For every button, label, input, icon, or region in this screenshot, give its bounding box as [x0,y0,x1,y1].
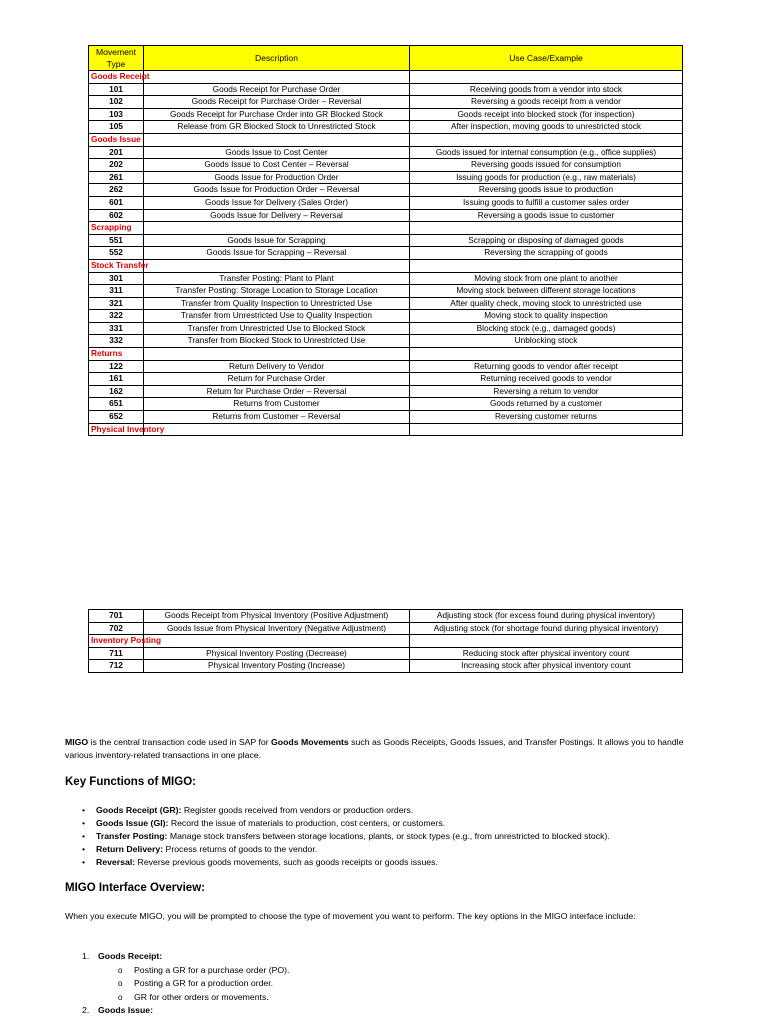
table-row [89,184,683,197]
movement-use-case: Reversing goods issue to production [410,184,683,197]
intro-migo: MIGO [65,737,89,747]
movement-description: Returns from Customer [144,398,410,411]
section-title: Scrapping [89,222,144,235]
movement-code: 601 [89,196,144,209]
movement-code: 105 [89,121,144,134]
movement-code: 202 [89,159,144,172]
overview-paragraph: When you execute MIGO, you will be prompted to choose the type of movement you want to perform. The key options in the MIGO interface include: [65,911,636,921]
movement-use-case: Reversing customer returns [410,411,683,424]
key-function-item [82,843,742,856]
table-row [89,322,683,335]
movement-description: Return for Purchase Order [144,373,410,386]
key-function-text: Record the issue of materials to production, cost centers, or customers. [168,818,446,828]
movement-description: Return Delivery to Vendor [144,360,410,373]
table-row [89,360,683,373]
table-row [89,411,683,424]
table-row [89,234,683,247]
movement-description: Transfer from Quality Inspection to Unrestricted Use [144,297,410,310]
overview-item [82,1004,289,1018]
movement-description: Transfer from Unrestricted Use to Blocked Stock [144,322,410,335]
table-row [89,647,683,660]
movement-code: 702 [89,622,144,635]
movement-description: Goods Issue for Delivery (Sales Order) [144,196,410,209]
key-function-term: Transfer Posting: [96,831,168,841]
movement-use-case: Adjusting stock (for excess found during physical inventory) [410,610,683,623]
section-row [89,635,683,648]
movement-code: 652 [89,411,144,424]
movement-use-case: Goods receipt into blocked stock (for inspection) [410,108,683,121]
movement-use-case: Goods issued for internal consumption (e.g., office supplies) [410,146,683,159]
movement-code: 261 [89,171,144,184]
movement-code: 101 [89,83,144,96]
overview-item-number: 2. [82,1005,90,1015]
movement-use-case: Reversing a goods issue to customer [410,209,683,222]
movement-code: 322 [89,310,144,323]
table-row [89,196,683,209]
overview-subitem-list [98,964,289,1005]
section-row [89,222,683,235]
key-function-item [82,830,742,843]
movement-code: 162 [89,385,144,398]
section-spacer [410,635,683,648]
movement-types-table [88,45,683,436]
movement-description: Transfer Posting: Plant to Plant [144,272,410,285]
movement-use-case: Returning goods to vendor after receipt [410,360,683,373]
section-row [89,133,683,146]
overview-heading: MIGO Interface Overview: [65,882,205,894]
overview-subitem: o GR for other orders or movements. [118,991,289,1005]
movement-use-case: After inspection, moving goods to unrestricted stock [410,121,683,134]
section-spacer [144,348,410,361]
movement-code: 161 [89,373,144,386]
movement-use-case: Issuing goods for production (e.g., raw materials) [410,171,683,184]
movement-code: 311 [89,285,144,298]
section-spacer [144,423,410,436]
movement-description: Goods Issue for Production Order – Reversal [144,184,410,197]
movement-use-case: Reversing a goods receipt from a vendor [410,96,683,109]
movement-use-case: Moving stock to quality inspection [410,310,683,323]
movement-code: 701 [89,610,144,623]
overview-list [82,950,289,1018]
movement-use-case: Moving stock from one plant to another [410,272,683,285]
key-function-term: Goods Issue (GI): [96,818,169,828]
header-movement-type: Movement Type [89,46,144,71]
movement-use-case: Reversing a return to vendor [410,385,683,398]
movement-description: Goods Issue for Scrapping [144,234,410,247]
movement-code: 262 [89,184,144,197]
section-row [89,71,683,84]
movement-use-case: Receiving goods from a vendor into stock [410,83,683,96]
overview-item-title: Goods Issue: [98,1005,154,1015]
table-row [89,285,683,298]
header-use-case: Use Case/Example [410,46,683,71]
movement-description: Goods Issue to Cost Center [144,146,410,159]
section-spacer [410,348,683,361]
table-row [89,121,683,134]
movement-use-case: Issuing goods to fulfill a customer sales order [410,196,683,209]
section-row [89,348,683,361]
movement-code: 122 [89,360,144,373]
overview-subitem: o Posting a GR for a purchase order (PO). [118,964,289,978]
movement-use-case: Goods returned by a customer [410,398,683,411]
movement-description: Goods Issue for Production Order [144,171,410,184]
movement-description: Goods Receipt for Purchase Order – Reversal [144,96,410,109]
table-row [89,622,683,635]
movement-code: 712 [89,660,144,673]
movement-types-table-continued [88,609,683,673]
key-function-text: Process returns of goods to the vendor. [163,844,318,854]
section-title: Physical Inventory [89,423,144,436]
key-function-text: Register goods received from vendors or production orders. [181,805,414,815]
movement-code: 301 [89,272,144,285]
section-spacer [144,259,410,272]
movement-description: Goods Issue from Physical Inventory (Negative Adjustment) [144,622,410,635]
section-spacer [410,423,683,436]
section-title: Stock Transfer [89,259,144,272]
movement-description: Goods Receipt for Purchase Order [144,83,410,96]
table-row [89,373,683,386]
movement-description: Transfer from Unrestricted Use to Quality Inspection [144,310,410,323]
movement-code: 551 [89,234,144,247]
movement-use-case: Unblocking stock [410,335,683,348]
table-row [89,209,683,222]
table-row [89,146,683,159]
table-row [89,159,683,172]
movement-description: Transfer from Blocked Stock to Unrestricted Use [144,335,410,348]
table-row [89,108,683,121]
table-row [89,297,683,310]
movement-code: 102 [89,96,144,109]
section-title: Inventory Posting [89,635,144,648]
table-row [89,272,683,285]
section-row [89,423,683,436]
key-function-text: Reverse previous goods movements, such as goods receipts or goods issues. [135,857,438,867]
movement-description: Returns from Customer – Reversal [144,411,410,424]
section-spacer [410,259,683,272]
movement-description: Transfer Posting: Storage Location to Storage Location [144,285,410,298]
section-spacer [410,71,683,84]
section-title: Goods Issue [89,133,144,146]
movement-description: Return for Purchase Order – Reversal [144,385,410,398]
movement-description: Goods Issue to Cost Center – Reversal [144,159,410,172]
movement-description: Goods Receipt for Purchase Order into GR Blocked Stock [144,108,410,121]
table-row [89,83,683,96]
section-spacer [410,133,683,146]
overview-item [82,950,289,1004]
movement-use-case: Increasing stock after physical inventory count [410,660,683,673]
table-row [89,96,683,109]
header-description: Description [144,46,410,71]
intro-goods-movements: Goods Movements [271,737,349,747]
section-title: Goods Receipt [89,71,144,84]
key-function-item [82,817,742,830]
movement-description: Physical Inventory Posting (Increase) [144,660,410,673]
movement-code: 321 [89,297,144,310]
movement-description: Goods Issue for Scrapping – Reversal [144,247,410,260]
movement-use-case: Reversing the scrapping of goods [410,247,683,260]
section-spacer [144,133,410,146]
section-row [89,259,683,272]
key-function-item [82,804,742,817]
movement-description: Goods Issue for Delivery – Reversal [144,209,410,222]
table-header-row [89,46,683,71]
table-body-continued [89,610,683,673]
table-body [89,71,683,436]
movement-use-case: After quality check, moving stock to unrestricted use [410,297,683,310]
key-function-term: Return Delivery: [96,844,164,854]
movement-code: 602 [89,209,144,222]
movement-use-case: Reversing goods issued for consumption [410,159,683,172]
movement-use-case: Returning received goods to vendor [410,373,683,386]
movement-description: Release from GR Blocked Stock to Unrestricted Stock [144,121,410,134]
table-row [89,385,683,398]
overview-item-title: Goods Receipt: [98,951,163,961]
movement-description: Goods Receipt from Physical Inventory (Positive Adjustment) [144,610,410,623]
key-functions-heading: Key Functions of MIGO: [65,776,196,788]
key-function-item [82,856,742,869]
movement-use-case: Scrapping or disposing of damaged goods [410,234,683,247]
movement-code: 332 [89,335,144,348]
movement-code: 651 [89,398,144,411]
movement-code: 331 [89,322,144,335]
movement-code: 711 [89,647,144,660]
intro-text-2: such as Goods Receipts, Goods Issues, and Transfer Postings. It allows you to handle various inventory-related transactions in one place. [65,737,684,760]
intro-text-1: is the central transaction code used in SAP for [88,737,272,747]
section-spacer [144,222,410,235]
intro-paragraph [65,736,705,762]
movement-code: 552 [89,247,144,260]
key-function-text: Manage stock transfers between storage locations, plants, or stock types (e.g., from unrestricted to blocked stock). [167,831,610,841]
section-spacer [144,71,410,84]
table-row [89,610,683,623]
key-function-term: Goods Receipt (GR): [96,805,182,815]
movement-use-case: Adjusting stock (for shortage found during physical inventory) [410,622,683,635]
table-row [89,335,683,348]
movement-description: Physical Inventory Posting (Decrease) [144,647,410,660]
movement-use-case: Moving stock between different storage locations [410,285,683,298]
section-spacer [144,635,410,648]
movement-use-case: Reducing stock after physical inventory count [410,647,683,660]
key-functions-list [82,804,742,869]
table-row [89,660,683,673]
overview-item-number: 1. [82,951,90,961]
section-title: Returns [89,348,144,361]
key-function-term: Reversal: [96,857,136,867]
movement-use-case: Blocking stock (e.g., damaged goods) [410,322,683,335]
table-row [89,398,683,411]
table-row [89,247,683,260]
table-row [89,310,683,323]
movement-code: 201 [89,146,144,159]
section-spacer [410,222,683,235]
table-row [89,171,683,184]
overview-subitem: o Posting a GR for a production order. [118,977,289,991]
movement-code: 103 [89,108,144,121]
